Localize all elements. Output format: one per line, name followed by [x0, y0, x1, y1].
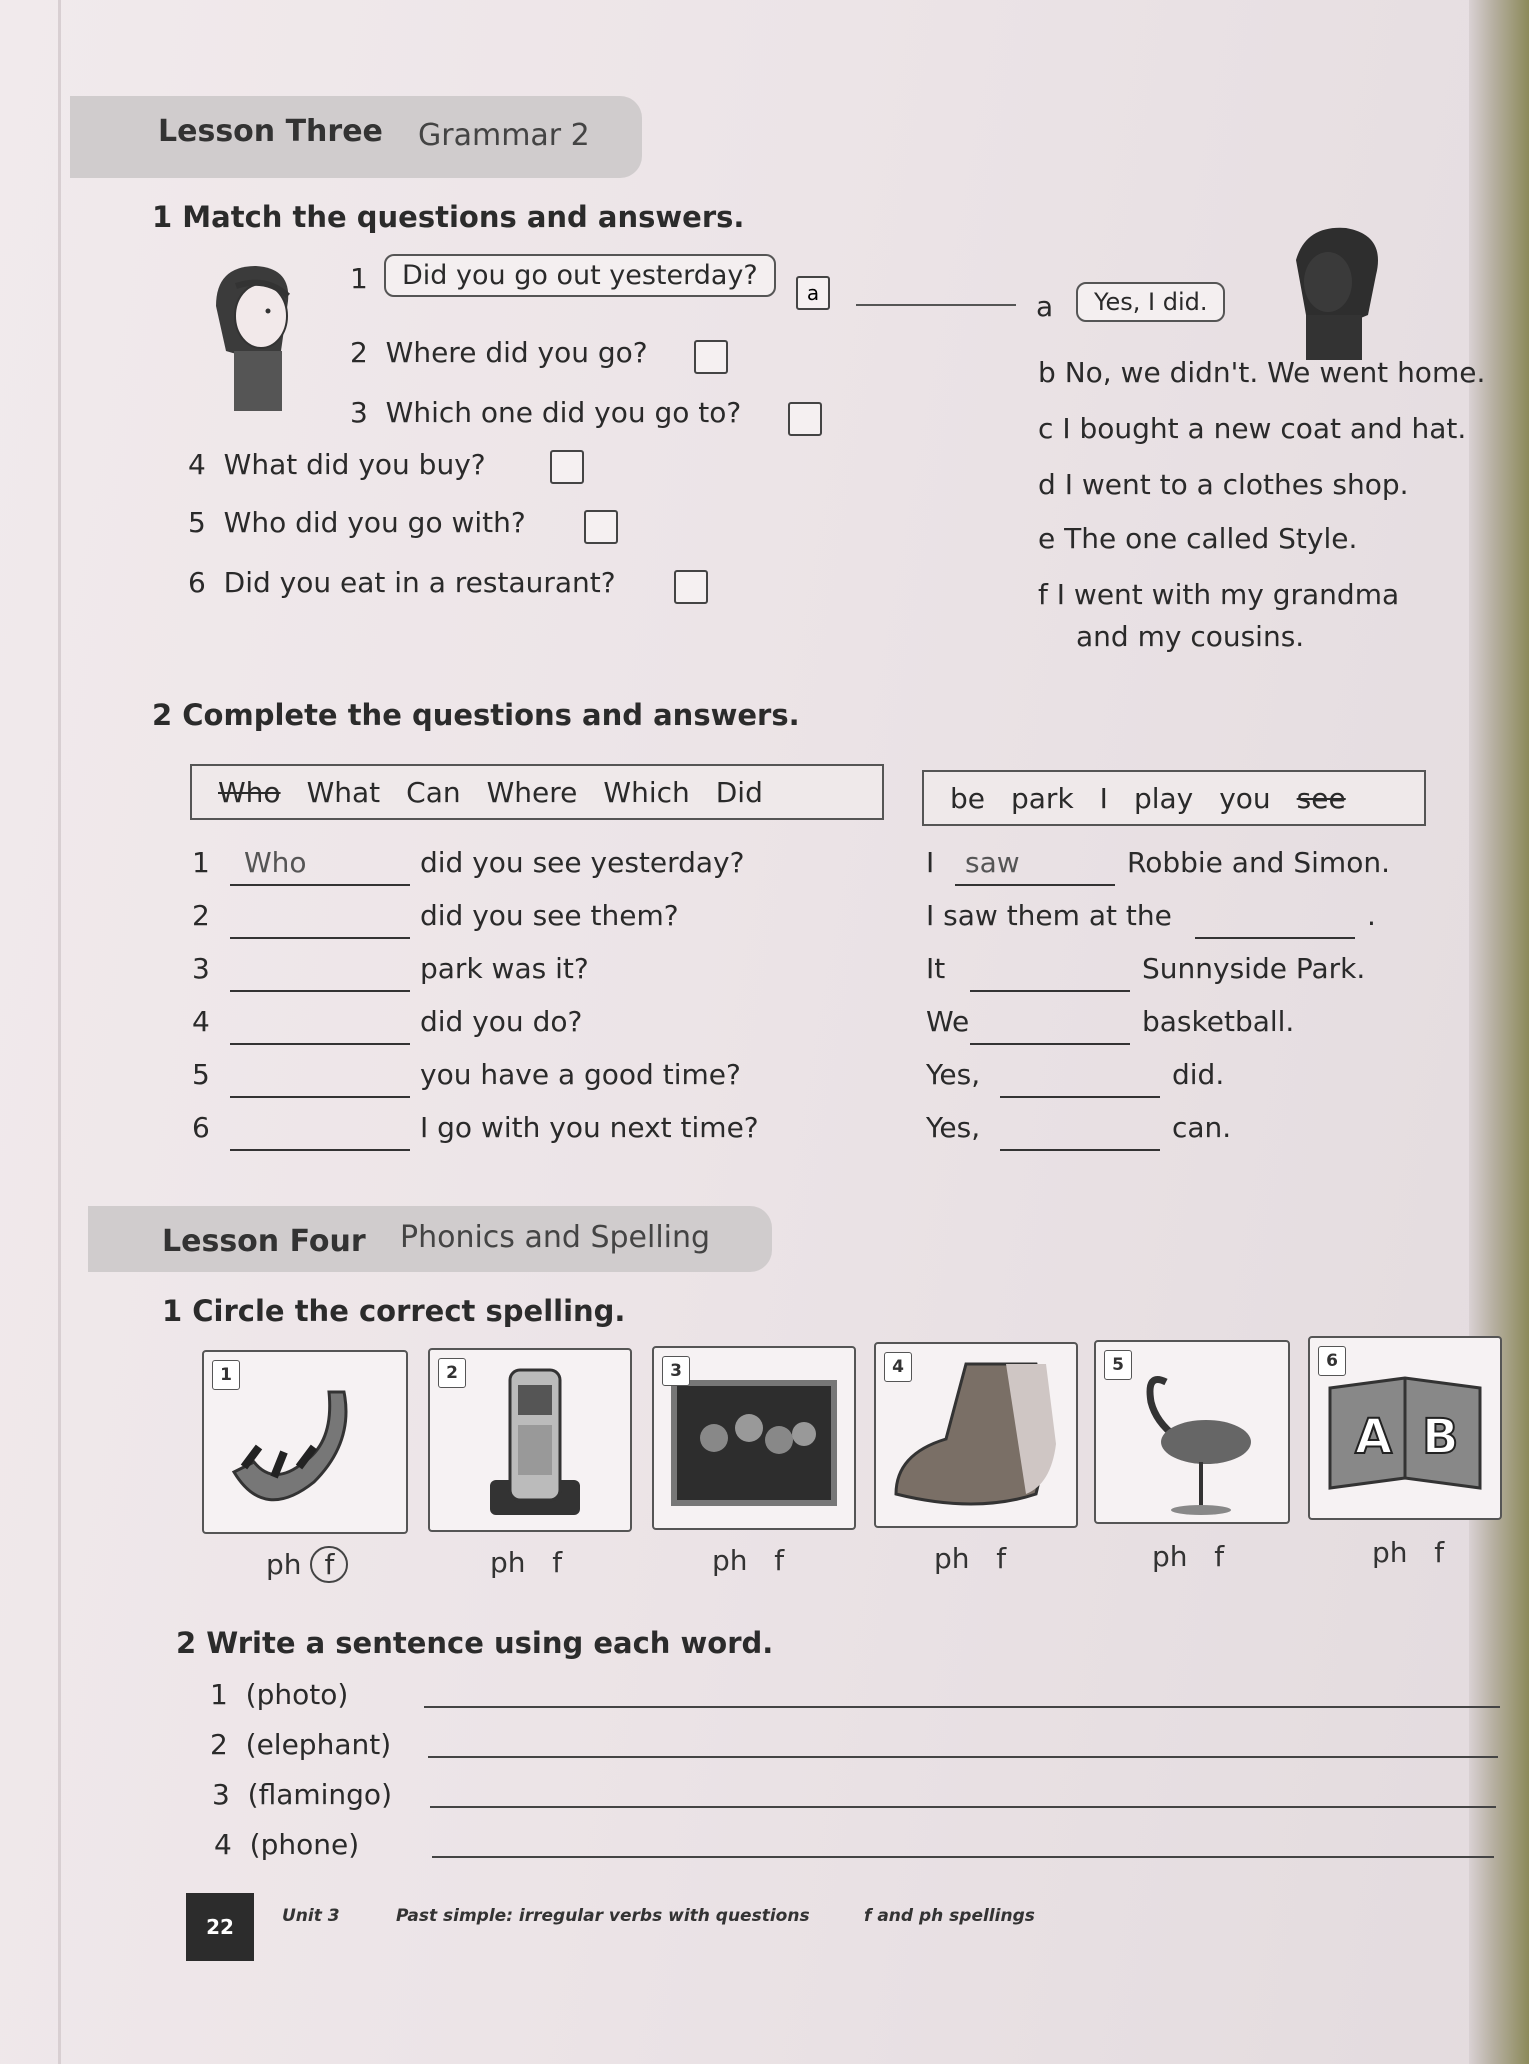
- answer-f: [1038, 578, 1399, 611]
- sentence-4-line[interactable]: [432, 1856, 1494, 1858]
- option-ph[interactable]: ph: [1152, 1540, 1188, 1573]
- word-did: Did: [715, 775, 763, 809]
- question-1-bubble: Did you go out yesterday?: [384, 254, 776, 297]
- spelling-options-4: [934, 1542, 1006, 1575]
- option-f[interactable]: f: [552, 1546, 563, 1579]
- background-edge: [1469, 0, 1529, 2064]
- footer-topic-1: Past simple: irregular verbs with questions: [396, 1906, 810, 1926]
- sentence-1-num: 1: [210, 1678, 228, 1711]
- word-you: you: [1219, 781, 1271, 815]
- row-1-question-text: did you see yesterday?: [420, 846, 745, 879]
- footer-unit: Unit 3: [282, 1906, 340, 1926]
- row-2-question-blank[interactable]: [230, 937, 410, 939]
- row-1-answer-blank[interactable]: [955, 884, 1115, 886]
- row-5-question-text: you have a good time?: [420, 1058, 741, 1091]
- word-where: Where: [486, 775, 578, 809]
- word-can: Can: [406, 775, 461, 809]
- sentence-2-word: (elephant): [245, 1728, 392, 1761]
- picture-3: [652, 1346, 856, 1530]
- row-3-answer-pre: It: [926, 952, 946, 985]
- row-1-answer-rest: Robbie and Simon.: [1127, 846, 1390, 879]
- page-number: 22: [186, 1893, 254, 1961]
- picture-3-num: 3: [662, 1356, 690, 1386]
- lesson-four-subtitle: Phonics and Spelling: [400, 1220, 711, 1255]
- sentence-1: [210, 1678, 348, 1711]
- row-6-question-text: I go with you next time?: [420, 1111, 759, 1144]
- option-ph[interactable]: ph: [490, 1546, 526, 1579]
- answer-e: [1038, 522, 1357, 555]
- picture-5-num: 5: [1104, 1350, 1132, 1380]
- picture-1: [202, 1350, 408, 1534]
- answer-b: [1038, 356, 1485, 389]
- row-6-question-blank[interactable]: [230, 1149, 410, 1151]
- word-who: Who: [218, 775, 281, 809]
- picture-6-num: 6: [1318, 1346, 1346, 1376]
- sentence-3: [212, 1778, 392, 1811]
- spelling-options-6: [1372, 1536, 1444, 1569]
- question-6: [188, 566, 616, 599]
- spelling-options-2: [490, 1546, 562, 1579]
- option-f[interactable]: f: [1434, 1536, 1445, 1569]
- sentence-4-word: (phone): [249, 1828, 360, 1861]
- answer-c-letter: c: [1038, 412, 1054, 445]
- lesson-four-header: [88, 1206, 772, 1272]
- picture-5: [1094, 1340, 1290, 1524]
- exercise-l4-1-title: 1 Circle the correct spelling.: [162, 1294, 626, 1328]
- sentence-3-word: (flamingo): [247, 1778, 392, 1811]
- sentence-2-num: 2: [210, 1728, 228, 1761]
- row-1-question-blank[interactable]: [230, 884, 410, 886]
- answer-word-box: [922, 770, 1426, 826]
- sentence-3-line[interactable]: [430, 1806, 1496, 1808]
- word-be: be: [950, 781, 985, 815]
- question-5-text: Who did you go with?: [223, 506, 526, 539]
- word-i: I: [1099, 781, 1108, 815]
- answer-d-text: I went to a clothes shop.: [1064, 468, 1409, 501]
- question-3-text: Which one did you go to?: [385, 396, 742, 429]
- word-see: see: [1296, 781, 1346, 815]
- lesson-four-title: Lesson Four: [162, 1224, 366, 1259]
- sentence-2: [210, 1728, 391, 1761]
- sentence-1-line[interactable]: [424, 1706, 1500, 1708]
- lesson-three-subtitle: Grammar 2: [418, 118, 590, 153]
- sentence-3-num: 3: [212, 1778, 230, 1811]
- row-1-answer-fill: saw: [965, 846, 1020, 879]
- row-6-answer-pre: Yes,: [926, 1111, 981, 1144]
- row-4-num: 4: [192, 1005, 210, 1038]
- sentence-1-word: (photo): [245, 1678, 349, 1711]
- picture-6: [1308, 1336, 1502, 1520]
- exercise-l4-2-title: 2 Write a sentence using each word.: [176, 1626, 774, 1660]
- row-5-num: 5: [192, 1058, 210, 1091]
- picture-4-num: 4: [884, 1352, 912, 1382]
- answer-a-letter: a: [1036, 290, 1054, 323]
- option-f[interactable]: f: [1214, 1540, 1225, 1573]
- exercise-1-title: 1 Match the questions and answers.: [152, 200, 745, 234]
- girl-answering-icon: [1276, 220, 1396, 360]
- book-letter-b: B: [1422, 1409, 1459, 1465]
- question-2-text: Where did you go?: [385, 336, 648, 369]
- question-6-text: Did you eat in a restaurant?: [223, 566, 616, 599]
- answer-d-letter: d: [1038, 468, 1056, 501]
- lesson-three-header: [70, 96, 642, 178]
- answer-e-text: The one called Style.: [1064, 522, 1358, 555]
- row-2-num: 2: [192, 899, 210, 932]
- row-5-answer-rest: did.: [1172, 1058, 1225, 1091]
- spelling-options-1: [266, 1546, 348, 1583]
- picture-2: [428, 1348, 632, 1532]
- answer-c-text: I bought a new coat and hat.: [1062, 412, 1467, 445]
- row-4-question-blank[interactable]: [230, 1043, 410, 1045]
- question-4: [188, 448, 486, 481]
- footer-topic-2: f and ph spellings: [864, 1906, 1035, 1926]
- row-3-num: 3: [192, 952, 210, 985]
- question-1-num: 1: [350, 262, 368, 295]
- answer-b-text: No, we didn't. We went home.: [1064, 356, 1486, 389]
- word-what: What: [306, 775, 381, 809]
- answer-d: [1038, 468, 1409, 501]
- girl-asking-icon: [196, 256, 316, 416]
- row-4-answer-blank[interactable]: [970, 1043, 1130, 1045]
- binder-margin: [58, 0, 61, 2064]
- question-4-text: What did you buy?: [223, 448, 486, 481]
- row-4-answer-rest: basketball.: [1142, 1005, 1295, 1038]
- question-6-num: 6: [188, 566, 206, 599]
- spelling-options-3: [712, 1544, 784, 1577]
- row-5-answer-pre: Yes,: [926, 1058, 981, 1091]
- row-2-answer-blank[interactable]: [1195, 937, 1355, 939]
- question-2-num: 2: [350, 336, 368, 369]
- sentence-4-num: 4: [214, 1828, 232, 1861]
- option-ph[interactable]: ph: [712, 1544, 748, 1577]
- exercise-2-title: 2 Complete the questions and answers.: [152, 698, 800, 732]
- row-4-answer-pre: We: [926, 1005, 970, 1038]
- word-park: park: [1011, 781, 1074, 815]
- row-2-answer-rest: .: [1367, 899, 1376, 932]
- option-f-circled[interactable]: f: [310, 1546, 348, 1583]
- question-3-num: 3: [350, 396, 368, 429]
- answer-1-letter: a: [806, 281, 820, 305]
- row-2-question-text: did you see them?: [420, 899, 679, 932]
- row-1-question-fill: Who: [244, 846, 307, 879]
- row-4-question-text: did you do?: [420, 1005, 583, 1038]
- row-1-answer-pre: I: [926, 846, 935, 879]
- question-5: [188, 506, 526, 539]
- option-ph[interactable]: ph: [1372, 1536, 1408, 1569]
- row-3-answer-blank[interactable]: [970, 990, 1130, 992]
- match-line: [856, 304, 1016, 306]
- option-ph[interactable]: ph: [934, 1542, 970, 1575]
- sentence-2-line[interactable]: [428, 1756, 1498, 1758]
- row-3-answer-rest: Sunnyside Park.: [1142, 952, 1366, 985]
- row-5-answer-blank[interactable]: [1000, 1096, 1160, 1098]
- row-5-question-blank[interactable]: [230, 1096, 410, 1098]
- answer-box-2[interactable]: [694, 340, 728, 374]
- answer-f-letter: f: [1038, 578, 1048, 611]
- answer-c: [1038, 412, 1466, 445]
- word-which: Which: [603, 775, 690, 809]
- spelling-options-5: [1152, 1540, 1224, 1573]
- word-play: play: [1133, 781, 1194, 815]
- row-6-answer-blank[interactable]: [1000, 1149, 1160, 1151]
- answer-f-continued: and my cousins.: [1076, 620, 1305, 653]
- question-4-num: 4: [188, 448, 206, 481]
- answer-box-1[interactable]: [796, 276, 830, 310]
- answer-box-6[interactable]: [674, 570, 708, 604]
- row-1-num: 1: [192, 846, 210, 879]
- lesson-three-title: Lesson Three: [158, 114, 383, 149]
- question-2: [350, 336, 648, 369]
- answer-f-text: I went with my grandma: [1056, 578, 1400, 611]
- row-2-answer-pre: I saw them at the: [926, 899, 1172, 932]
- answer-box-5[interactable]: [584, 510, 618, 544]
- sentence-4: [214, 1828, 359, 1861]
- question-word-box: [190, 764, 884, 820]
- option-ph[interactable]: ph: [266, 1548, 302, 1581]
- option-f[interactable]: f: [996, 1542, 1007, 1575]
- answer-box-3[interactable]: [788, 402, 822, 436]
- row-3-question-text: park was it?: [420, 952, 589, 985]
- answer-a-bubble: Yes, I did.: [1076, 282, 1225, 322]
- picture-1-num: 1: [212, 1360, 240, 1390]
- answer-box-4[interactable]: [550, 450, 584, 484]
- option-f[interactable]: f: [774, 1544, 785, 1577]
- answer-e-letter: e: [1038, 522, 1056, 555]
- answer-b-letter: b: [1038, 356, 1056, 389]
- question-3: [350, 396, 741, 429]
- row-6-answer-rest: can.: [1172, 1111, 1232, 1144]
- row-3-question-blank[interactable]: [230, 990, 410, 992]
- picture-4: [874, 1342, 1078, 1528]
- book-letter-a: A: [1355, 1409, 1393, 1465]
- row-6-num: 6: [192, 1111, 210, 1144]
- question-5-num: 5: [188, 506, 206, 539]
- picture-2-num: 2: [438, 1358, 466, 1388]
